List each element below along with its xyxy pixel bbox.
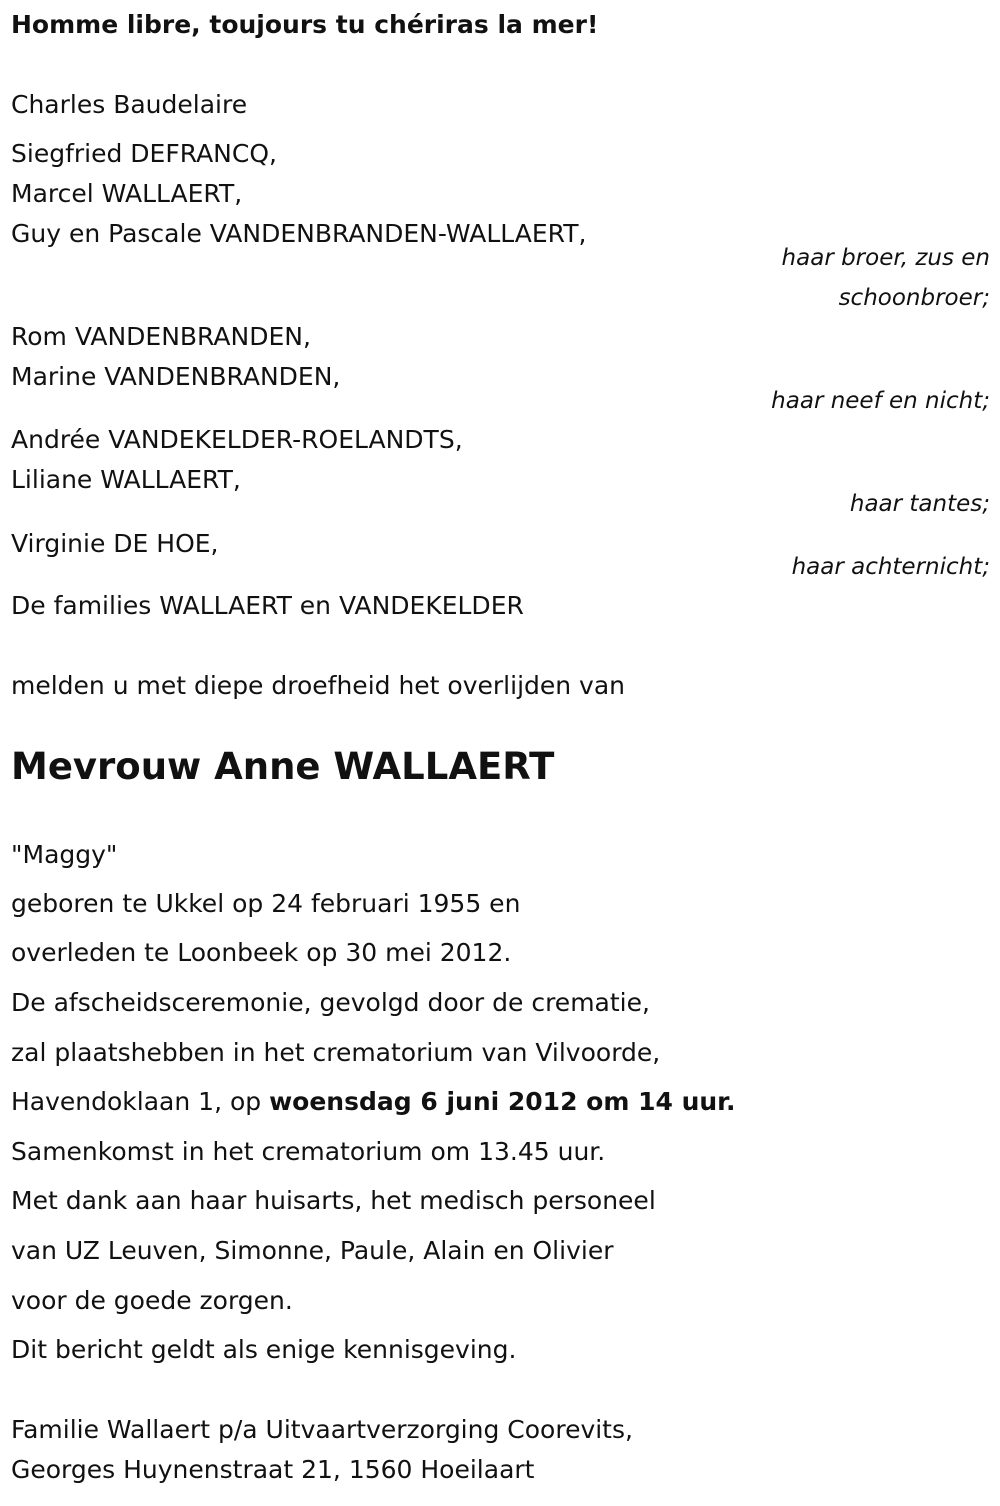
address-line: Georges Huynenstraat 21, 1560 Hoeilaart [11, 1455, 535, 1484]
relative-name: Virginie DE HOE, [11, 529, 219, 558]
detail-line: Samenkomst in het crematorium om 13.45 uur. [11, 1137, 606, 1166]
detail-line: Dit bericht geldt als enige kennisgeving. [11, 1335, 517, 1364]
ceremony-prefix: Havendoklaan 1, op [11, 1087, 270, 1116]
relative-name: Andrée VANDEKELDER-ROELANDTS, [11, 425, 463, 454]
detail-line: geboren te Ukkel op 24 februari 1955 en [11, 889, 521, 918]
detail-line: Met dank aan haar huisarts, het medisch personeel [11, 1186, 656, 1215]
announcement: melden u met diepe droefheid het overlijden van [11, 671, 626, 700]
detail-line: De afscheidsceremonie, gevolgd door de crematie, [11, 988, 650, 1017]
relative-name: Marcel WALLAERT, [11, 179, 243, 208]
relative-name: Guy en Pascale VANDENBRANDEN-WALLAERT, [11, 219, 587, 248]
relative-name: Rom VANDENBRANDEN, [11, 322, 311, 351]
relation-label: haar broer, zus en [781, 245, 990, 271]
relative-name: Liliane WALLAERT, [11, 465, 241, 494]
relation-label: schoonbroer; [838, 285, 990, 311]
detail-line: van UZ Leuven, Simonne, Paule, Alain en Olivier [11, 1236, 614, 1265]
detail-line: zal plaatshebben in het crematorium van Vilvoorde, [11, 1038, 661, 1067]
relative-name: Siegfried DEFRANCQ, [11, 139, 277, 168]
ceremony-date: woensdag 6 juni 2012 om 14 uur. [269, 1087, 736, 1116]
address-line: Familie Wallaert p/a Uitvaartverzorging Coorevits, [11, 1415, 633, 1444]
ceremony-line [11, 1087, 735, 1117]
relation-label: haar neef en nicht; [771, 388, 990, 414]
detail-line: overleden te Loonbeek op 30 mei 2012. [11, 938, 512, 967]
families: De families WALLAERT en VANDEKELDER [11, 591, 524, 620]
nickname: "Maggy" [11, 840, 118, 869]
relative-name: Marine VANDENBRANDEN, [11, 362, 341, 391]
deceased-name: Mevrouw Anne WALLAERT [11, 745, 555, 788]
quote-author: Charles Baudelaire [11, 90, 248, 119]
quote: Homme libre, toujours tu chériras la mer! [11, 10, 599, 39]
detail-line: voor de goede zorgen. [11, 1286, 293, 1315]
relation-label: haar tantes; [849, 491, 990, 517]
relation-label: haar achternicht; [791, 554, 990, 580]
